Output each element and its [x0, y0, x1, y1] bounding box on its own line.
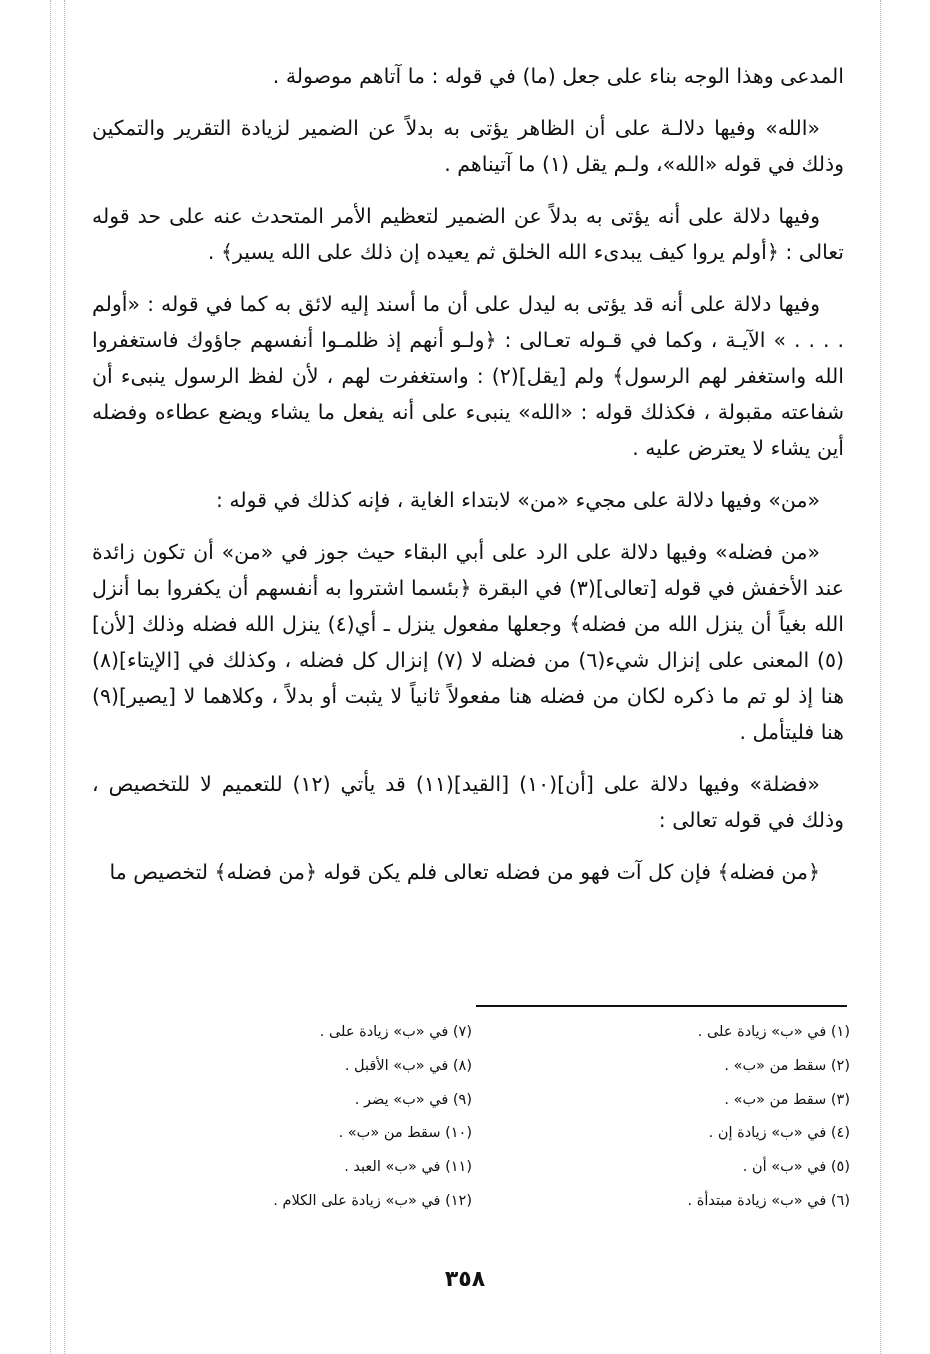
paragraph: «من فضله» وفيها دلالة على الرد على أبي البقاء حيث جوز في «من» أن تكون زائدة عند الأخفش في قوله [تعالى](٣) في البقرة ﴿بئسما اشتروا به أنفسهم أن يكفروا بما أنزل الله بغياً أن ينزل الله من فضله﴾ وجعلها مفعول ينزل ـ أي(٤) ينزل الله فضله وذلك [لأن](٥) المعنى على إنزال شيء(٦) من فضله لا (٧) إنزال كل فضله ، وكذلك في [الإيتاء](٨) هنا إذ لو تم ما ذكره لكان من فضله هنا مفعولاً ثانياً لا يثبت أو بدلاً ، وكلاهما لا [يصير](٩) هنا فليتأمل . [92, 540, 844, 744]
footnote: (١٠) سقط من «ب» . [338, 1125, 472, 1142]
paragraph: «الله» وفيها دلالـة على أن الظاهر يؤتى به بدلاً عن الضمير لزيادة التقرير والتمكين وذلك في قوله «الله»، ولـم يقل (١) ما آتيناهم . [92, 116, 844, 176]
footnote: (٦) في «ب» زيادة مبتدأة . [687, 1192, 850, 1209]
paragraph: وفيها دلالة على أنه قد يؤتى به ليدل على أن ما أسند إليه لائق به كما في قوله : «أولم . . . . » الآيـة ، وكما في قـوله تعـالى : ﴿ولـو أنهم إذ ظلمـوا أنفسهم جاؤوك فاستغفروا الله واستغفر لهم الرسول﴾ ولم [يقل](٢) : واستغفرت لهم ، لأن لفظ الرسول ينبىء أن شفاعته مقبولة ، فكذلك قوله : «الله» ينبىء على أنه يفعل ما يشاء ويضع عطاءه وفضله أين يشاء لا يعترض عليه . [92, 292, 844, 460]
paragraph: وفيها دلالة على أنه يؤتى به بدلاً عن الضمير لتعظيم الأمر المتحدث عنه على حد قوله تعالى : ﴿أولم يروا كيف يبدىء الله الخلق ثم يعيده إن ذلك على الله يسير﴾ . [92, 204, 844, 264]
footnote: (٤) في «ب» زيادة إن . [708, 1125, 850, 1142]
scan-dotted-edge [880, 0, 881, 1354]
footnote: (٩) في «ب» يضر . [354, 1091, 472, 1108]
scan-dotted-edge [64, 0, 65, 1354]
footnote: (٥) في «ب» أن . [742, 1159, 850, 1176]
scan-dotted-edge [50, 0, 51, 1354]
footnote: (١) في «ب» زيادة على . [697, 1024, 850, 1040]
paragraph: «فضلة» وفيها دلالة على [أن](١٠) [القيد](١١) قد يأتي (١٢) للتعميم لا للتخصيص ، وذلك في قوله تعالى : [92, 772, 844, 832]
footnote: (٨) في «ب» الأقبل . [344, 1057, 472, 1074]
footnote: (٣) سقط من «ب» . [724, 1091, 850, 1108]
main-text [92, 58, 844, 890]
footnote: (١١) في «ب» العبد . [344, 1159, 472, 1176]
footnote: (٧) في «ب» زيادة على . [319, 1024, 472, 1040]
footnote: (١٢) في «ب» زيادة على الكلام . [273, 1192, 472, 1209]
paragraph: «من» وفيها دلالة على مجيء «من» لابتداء الغاية ، فإنه كذلك في قوله : [215, 488, 820, 512]
footnotes-right-column [520, 1016, 850, 1219]
page-number: ٣٥٨ [444, 1267, 486, 1292]
paragraph: المدعى وهذا الوجه بناء على جعل (ما) في قوله : ما آتاهم موصولة . [272, 64, 844, 88]
footnote: (٢) سقط من «ب» . [724, 1057, 850, 1074]
paragraph: ﴿من فضله﴾ فإن كل آت فهو من فضله تعالى فلم يكن قوله ﴿من فضله﴾ لتخصيص ما [109, 860, 820, 884]
footnote-divider [476, 1005, 847, 1007]
footnotes-left-column [142, 1016, 472, 1219]
